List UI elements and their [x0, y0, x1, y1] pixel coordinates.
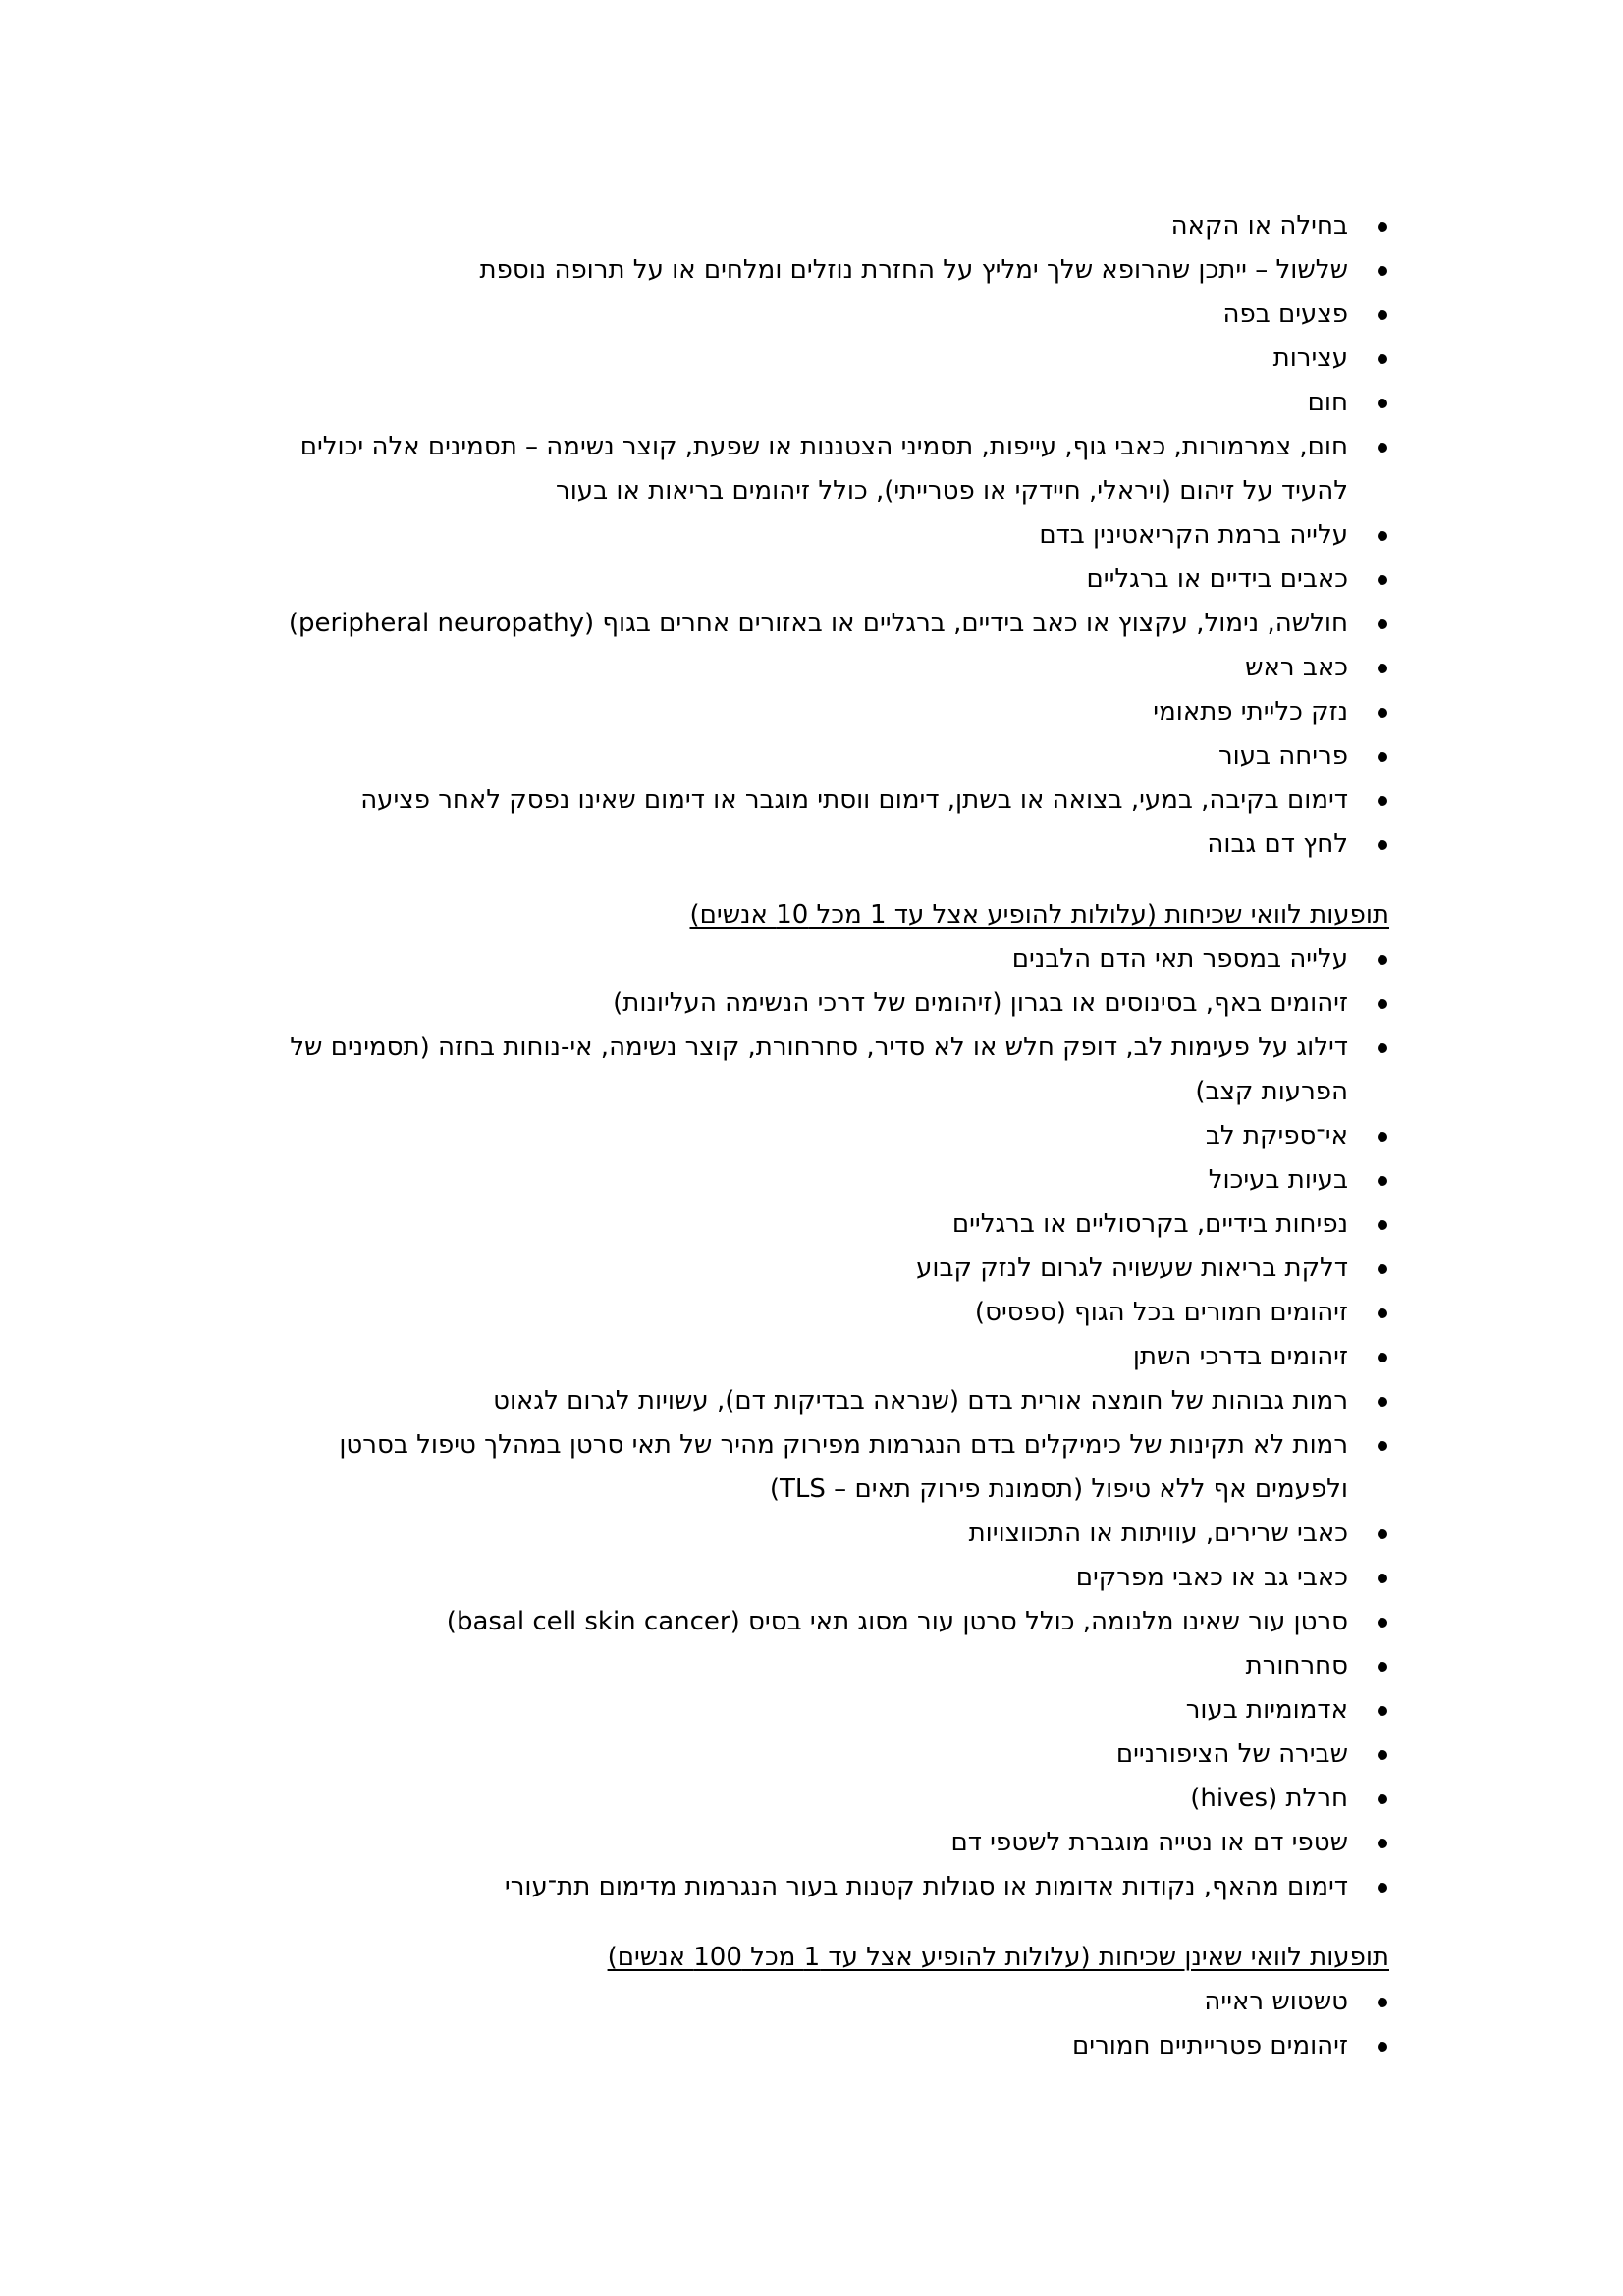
list-item: דלקת בריאות שעשויה לגרום לנזק קבוע	[250, 1247, 1389, 1291]
list-item: לחץ דם גבוה	[250, 823, 1389, 867]
list-item: בחילה או הקאה	[250, 204, 1389, 248]
list-item: עצירות	[250, 337, 1389, 381]
list-item: עלייה ברמת הקריאטינין בדם	[250, 513, 1389, 558]
list-item: חום	[250, 381, 1389, 425]
list-item: דילוג על פעימות לב, דופק חלש או לא סדיר, סחרחורת, קוצר נשימה, אי-נוחות בחזה (תסמינים של הפרעות קצב)	[250, 1026, 1389, 1114]
list-item: סרטן עור שאינו מלנומה, כולל סרטן עור מסוג תאי בסיס (basal cell skin cancer)	[250, 1600, 1389, 1644]
list-item: חולשה, נימול, עקצוץ או כאב בידיים, ברגליים או באזורים אחרים בגוף (peripheral neuropathy)	[250, 602, 1389, 646]
list-item: בעיות בעיכול	[250, 1158, 1389, 1202]
common-side-effects-list	[250, 937, 1389, 1909]
list-item: זיהומים באף, בסינוסים או בגרון (זיהומים של דרכי הנשימה העליונות)	[250, 982, 1389, 1026]
list-item: אי־ספיקת לב	[250, 1114, 1389, 1158]
list-item: דימום מהאף, נקודות אדומות או סגולות קטנות בעור הנגרמות מדימום תת־עורי	[250, 1865, 1389, 1909]
list-item: כאבי גב או כאבי מפרקים	[250, 1556, 1389, 1600]
list-item: דימום בקיבה, במעי, בצואה או בשתן, דימום ווסתי מוגבר או דימום שאינו נפסק לאחר פציעה	[250, 778, 1389, 823]
list-item: חרלת (hives)	[250, 1777, 1389, 1821]
list-item: נזק כלייתי פתאומי	[250, 690, 1389, 734]
list-item: רמות גבוהות של חומצה אורית בדם (שנראה בבדיקות דם), עשויות לגרום לגאוט	[250, 1379, 1389, 1423]
list-item: חום, צמרמורות, כאבי גוף, עייפות, תסמיני הצטננות או שפעת, קוצר נשימה – תסמינים אלה יכולים להעיד על זיהום (ויראלי, חיידקי או פטרייתי), כולל זיהומים בריאות או בעור	[250, 425, 1389, 513]
list-item: פריחה בעור	[250, 734, 1389, 778]
list-item: כאבים בידיים או ברגליים	[250, 558, 1389, 602]
list-item: עלייה במספר תאי הדם הלבנים	[250, 937, 1389, 982]
document-page	[250, 204, 1389, 2068]
list-item: טשטוש ראייה	[250, 1980, 1389, 2024]
list-item: זיהומים בדרכי השתן	[250, 1335, 1389, 1379]
side-effects-list-continued	[250, 204, 1389, 867]
list-item: פצעים בפה	[250, 293, 1389, 337]
uncommon-side-effects-list	[250, 1980, 1389, 2068]
list-item: נפיחות בידיים, בקרסוליים או ברגליים	[250, 1202, 1389, 1247]
list-item: שבירה של הציפורניים	[250, 1733, 1389, 1777]
list-item: זיהומים פטרייתיים חמורים	[250, 2024, 1389, 2068]
list-item: כאב ראש	[250, 646, 1389, 690]
list-item: סחרחורת	[250, 1644, 1389, 1688]
section-heading-common: תופעות לוואי שכיחות (עלולות להופיע אצל עד 1 מכל 10 אנשים)	[689, 900, 1389, 930]
list-item: רמות לא תקינות של כימיקלים בדם הנגרמות מפירוק מהיר של תאי סרטן במהלך טיפול בסרטן ולפעמים אף ללא טיפול (תסמונת פירוק תאים – TLS)	[250, 1423, 1389, 1512]
list-item: זיהומים חמורים בכל הגוף (ספסיס)	[250, 1291, 1389, 1335]
list-item: אדמומיות בעור	[250, 1688, 1389, 1733]
list-item: שטפי דם או נטייה מוגברת לשטפי דם	[250, 1821, 1389, 1865]
list-item: כאבי שרירים, עוויתות או התכווצויות	[250, 1512, 1389, 1556]
list-item: שלשול – ייתכן שהרופא שלך ימליץ על החזרת נוזלים ומלחים או על תרופה נוספת	[250, 248, 1389, 293]
section-heading-uncommon: תופעות לוואי שאינן שכיחות (עלולות להופיע אצל עד 1 מכל 100 אנשים)	[607, 1943, 1389, 1972]
